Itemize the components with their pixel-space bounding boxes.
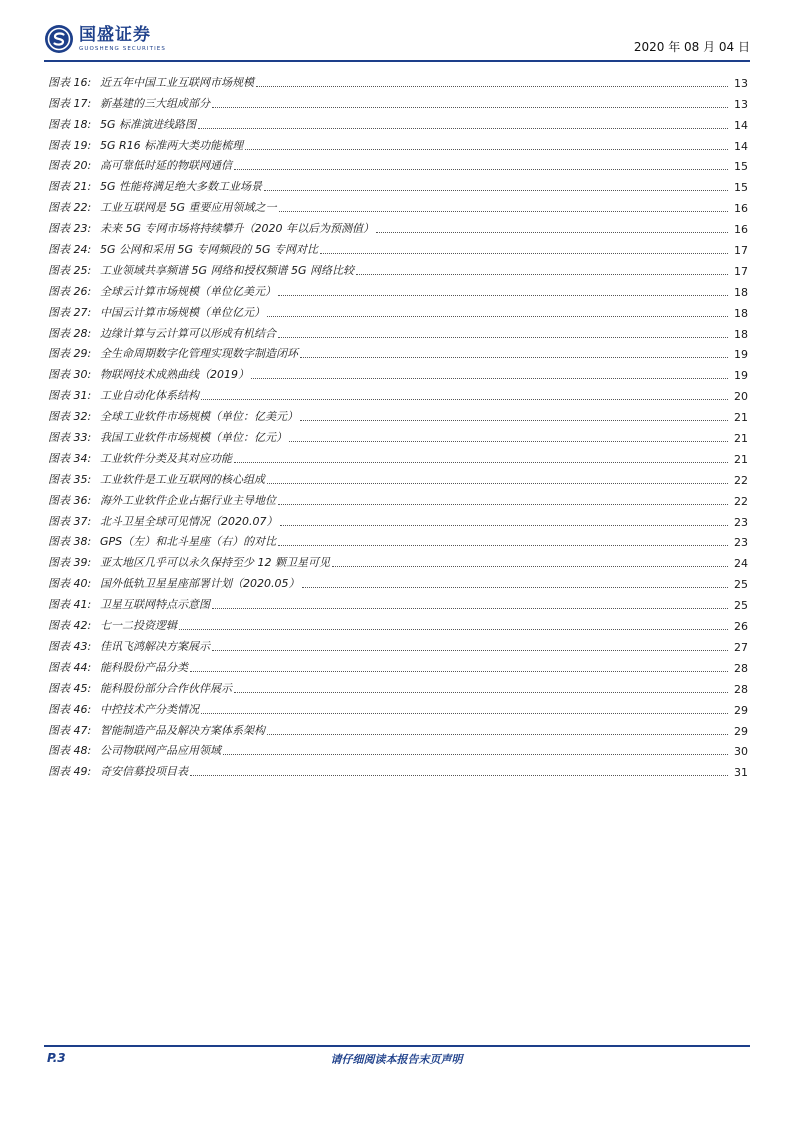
toc-entry[interactable] xyxy=(48,738,748,759)
report-date: 2020 年 08 月 04 日 xyxy=(633,40,750,54)
toc-entry[interactable] xyxy=(48,320,748,341)
toc-entry-label: 图表 48: xyxy=(48,744,92,758)
toc-entry[interactable] xyxy=(48,487,748,508)
toc-dot-leader xyxy=(234,691,728,693)
toc-dot-leader xyxy=(223,753,728,755)
toc-dot-leader xyxy=(278,503,728,505)
toc-dot-leader xyxy=(212,607,728,609)
toc-entry[interactable] xyxy=(48,153,748,174)
toc-entry[interactable] xyxy=(48,403,748,424)
toc-entry-label: 图表 32: xyxy=(48,410,92,424)
toc-entry[interactable] xyxy=(48,675,748,696)
toc-dot-leader xyxy=(245,148,728,150)
toc-entry-label: 图表 43: xyxy=(48,639,92,653)
toc-entry-label: 图表 17: xyxy=(48,96,92,110)
toc-entry-title: 工业软件是工业互联网的核心组成 xyxy=(100,472,265,486)
page-number: P.3 xyxy=(47,1051,66,1065)
toc-entry-page: 13 xyxy=(734,97,748,111)
toc-dot-leader xyxy=(190,774,728,776)
toc-entry-page: 19 xyxy=(734,369,748,383)
toc-dot-leader xyxy=(201,398,728,400)
toc-entry-label: 图表 47: xyxy=(48,723,92,737)
toc-entry-title: 奇安信募投项目表 xyxy=(100,765,188,779)
toc-dot-leader xyxy=(267,733,728,735)
toc-entry-page: 17 xyxy=(734,264,748,278)
toc-entry-page: 28 xyxy=(734,682,748,696)
toc-entry-label: 图表 39: xyxy=(48,556,92,570)
toc-entry-page: 18 xyxy=(734,306,748,320)
toc-entry-label: 图表 34: xyxy=(48,451,92,465)
toc-entry[interactable] xyxy=(48,591,748,612)
toc-entry-label: 图表 30: xyxy=(48,368,92,382)
toc-entry-label: 图表 37: xyxy=(48,514,92,528)
toc-dot-leader xyxy=(234,168,728,170)
toc-entry-page: 13 xyxy=(734,76,748,90)
toc-entry-page: 22 xyxy=(734,473,748,487)
toc-entry-page: 29 xyxy=(734,724,748,738)
toc-entry[interactable] xyxy=(48,424,748,445)
toc-entry-label: 图表 31: xyxy=(48,389,92,403)
toc-entry-label: 图表 19: xyxy=(48,138,92,152)
toc-dot-leader xyxy=(198,127,728,129)
toc-entry-title: 边缘计算与云计算可以形成有机结合 xyxy=(100,326,276,340)
toc-entry-page: 21 xyxy=(734,452,748,466)
toc-entry-title: 海外工业软件企业占据行业主导地位 xyxy=(100,493,276,507)
toc-entry[interactable] xyxy=(48,257,748,278)
toc-entry-title: 全球云计算市场规模（单位亿美元） xyxy=(100,284,276,298)
toc-entry-title: 5G 标准演进线路图 xyxy=(100,117,197,131)
toc-entry-title: 我国工业软件市场规模（单位：亿元） xyxy=(100,431,287,445)
toc-entry[interactable] xyxy=(48,69,748,90)
toc-entry[interactable] xyxy=(48,529,748,550)
toc-entry[interactable] xyxy=(48,549,748,570)
toc-entry-label: 图表 42: xyxy=(48,619,92,633)
toc-entry-title: 工业自动化体系结构 xyxy=(100,389,199,403)
toc-entry-title: 国外低轨卫星星座部署计划（2020.05） xyxy=(100,577,300,591)
toc-entry-title: GPS（左）和北斗星座（右）的对比 xyxy=(100,535,277,549)
toc-entry-page: 15 xyxy=(734,160,748,174)
toc-entry[interactable] xyxy=(48,633,748,654)
toc-entry-title: 佳讯飞鸿解决方案展示 xyxy=(100,639,210,653)
toc-entry-label: 图表 36: xyxy=(48,493,92,507)
toc-entry-title: 亚太地区几乎可以永久保持至少 12 颗卫星可见 xyxy=(100,556,330,570)
toc-dot-leader xyxy=(278,544,728,546)
toc-entry[interactable] xyxy=(48,758,748,779)
toc-entry[interactable] xyxy=(48,445,748,466)
toc-dot-leader xyxy=(279,210,728,212)
toc-entry-title: 中控技术产分类情况 xyxy=(100,702,199,716)
logo-name-cn: 国盛证券 xyxy=(79,24,151,45)
toc-entry[interactable] xyxy=(48,466,748,487)
toc-entry-label: 图表 38: xyxy=(48,535,92,549)
toc-entry-label: 图表 40: xyxy=(48,577,92,591)
toc-entry-page: 15 xyxy=(734,181,748,195)
toc-entry-title: 卫星互联网特点示意图 xyxy=(100,598,210,612)
toc-entry-title: 北斗卫星全球可见情况（2020.07） xyxy=(100,514,278,528)
toc-entry-page: 14 xyxy=(734,139,748,153)
toc-entry[interactable] xyxy=(48,173,748,194)
toc-dot-leader xyxy=(332,565,728,567)
toc-entry-label: 图表 26: xyxy=(48,284,92,298)
toc-entry-page: 18 xyxy=(734,327,748,341)
toc-entry[interactable] xyxy=(48,299,748,320)
toc-entry-label: 图表 25: xyxy=(48,263,92,277)
toc-entry-label: 图表 41: xyxy=(48,598,92,612)
toc-entry-page: 16 xyxy=(734,202,748,216)
page-header xyxy=(44,22,750,62)
toc-entry-title: 全生命周期数字化管理实现数字制造闭环 xyxy=(100,347,298,361)
toc-entry-label: 图表 24: xyxy=(48,243,92,257)
toc-dot-leader xyxy=(264,189,728,191)
toc-entry[interactable] xyxy=(48,215,748,236)
toc-entry-page: 22 xyxy=(734,494,748,508)
toc-entry-page: 30 xyxy=(734,745,748,759)
toc-entry-page: 26 xyxy=(734,620,748,634)
toc-entry-title: 中国云计算市场规模（单位亿元） xyxy=(100,305,265,319)
toc-dot-leader xyxy=(320,252,728,254)
toc-entry-page: 23 xyxy=(734,515,748,529)
toc-entry[interactable] xyxy=(48,570,748,591)
toc-dot-leader xyxy=(302,586,729,588)
toc-entry-label: 图表 16: xyxy=(48,75,92,89)
toc-entry-label: 图表 44: xyxy=(48,660,92,674)
toc-dot-leader xyxy=(201,712,728,714)
toc-entry-page: 21 xyxy=(734,432,748,446)
toc-entry[interactable] xyxy=(48,341,748,362)
toc-entry-label: 图表 21: xyxy=(48,180,92,194)
toc-entry-page: 27 xyxy=(734,640,748,654)
logo-name-en: GUOSHENG SECURITIES xyxy=(79,45,166,52)
toc-entry-label: 图表 18: xyxy=(48,117,92,131)
toc-dot-leader xyxy=(212,649,728,651)
toc-entry[interactable] xyxy=(48,111,748,132)
toc-entry-title: 近五年中国工业互联网市场规模 xyxy=(100,75,254,89)
toc-entry-page: 21 xyxy=(734,411,748,425)
toc-dot-leader xyxy=(267,482,728,484)
toc-entry-label: 图表 29: xyxy=(48,347,92,361)
header-divider xyxy=(44,60,750,62)
toc-entry[interactable] xyxy=(48,654,748,675)
toc-dot-leader xyxy=(278,294,728,296)
toc-entry-page: 23 xyxy=(734,536,748,550)
toc-entry-page: 31 xyxy=(734,766,748,780)
toc-dot-leader xyxy=(300,419,728,421)
toc-entry-label: 图表 22: xyxy=(48,201,92,215)
toc-entry-page: 25 xyxy=(734,578,748,592)
toc-entry-title: 七一二投资逻辑 xyxy=(100,619,177,633)
toc-entry-page: 14 xyxy=(734,118,748,132)
toc-entry-label: 图表 33: xyxy=(48,431,92,445)
toc-entry-title: 公司物联网产品应用领域 xyxy=(100,744,221,758)
disclaimer-note: 请仔细阅读本报告末页声明 xyxy=(330,1053,463,1066)
toc-dot-leader xyxy=(234,461,728,463)
toc-entry-page: 17 xyxy=(734,244,748,258)
toc-entry[interactable] xyxy=(48,508,748,529)
toc-entry-title: 全球工业软件市场规模（单位：亿美元） xyxy=(100,410,298,424)
toc-entry-title: 5G R16 标准两大类功能梳理 xyxy=(100,138,244,152)
toc-entry-label: 图表 45: xyxy=(48,681,92,695)
toc-dot-leader xyxy=(280,524,729,526)
toc-entry[interactable] xyxy=(48,361,748,382)
toc-entry-title: 能科股份产品分类 xyxy=(100,660,188,674)
toc-entry[interactable] xyxy=(48,612,748,633)
toc-entry[interactable] xyxy=(48,194,748,215)
toc-entry-page: 20 xyxy=(734,390,748,404)
toc-entry[interactable] xyxy=(48,132,748,153)
toc-entry-label: 图表 23: xyxy=(48,222,92,236)
toc-entry[interactable] xyxy=(48,278,748,299)
toc-entry-title: 工业软件分类及其对应功能 xyxy=(100,451,232,465)
toc-entry-title: 未来 5G 专网市场将持续攀升（2020 年以后为预测值） xyxy=(100,222,375,236)
toc-entry-page: 29 xyxy=(734,703,748,717)
toc-entry-title: 新基建的三大组成部分 xyxy=(100,96,210,110)
toc-dot-leader xyxy=(289,440,728,442)
figure-index-list xyxy=(48,69,748,779)
company-logo xyxy=(44,24,166,54)
logo-icon xyxy=(44,24,74,54)
toc-entry-page: 19 xyxy=(734,348,748,362)
toc-dot-leader xyxy=(251,377,728,379)
toc-dot-leader xyxy=(356,273,728,275)
toc-entry-label: 图表 46: xyxy=(48,702,92,716)
toc-dot-leader xyxy=(376,231,728,233)
footer-divider xyxy=(44,1045,750,1047)
toc-dot-leader xyxy=(267,315,728,317)
toc-entry-title: 高可靠低时延的物联网通信 xyxy=(100,159,232,173)
toc-dot-leader xyxy=(179,628,728,630)
toc-entry-page: 25 xyxy=(734,599,748,613)
toc-entry-title: 5G 性能将满足绝大多数工业场景 xyxy=(100,180,263,194)
toc-entry-title: 能科股份部分合作伙伴展示 xyxy=(100,681,232,695)
toc-entry-title: 工业互联网是 5G 重要应用领域之一 xyxy=(100,201,277,215)
toc-entry-title: 工业领域共享频谱 5G 网络和授权频谱 5G 网络比较 xyxy=(100,263,355,277)
toc-entry[interactable] xyxy=(48,696,748,717)
toc-entry[interactable] xyxy=(48,236,748,257)
toc-entry-title: 智能制造产品及解决方案体系架构 xyxy=(100,723,265,737)
toc-entry[interactable] xyxy=(48,717,748,738)
toc-dot-leader xyxy=(278,336,728,338)
toc-dot-leader xyxy=(212,106,728,108)
toc-dot-leader xyxy=(256,85,728,87)
toc-entry-title: 5G 公网和采用 5G 专网频段的 5G 专网对比 xyxy=(100,243,319,257)
toc-entry-page: 24 xyxy=(734,557,748,571)
toc-entry-page: 16 xyxy=(734,223,748,237)
toc-dot-leader xyxy=(300,356,728,358)
toc-entry-label: 图表 35: xyxy=(48,472,92,486)
toc-entry-label: 图表 49: xyxy=(48,765,92,779)
toc-entry-page: 18 xyxy=(734,285,748,299)
toc-entry-label: 图表 20: xyxy=(48,159,92,173)
toc-entry-label: 图表 27: xyxy=(48,305,92,319)
toc-entry-title: 物联网技术成熟曲线（2019） xyxy=(100,368,249,382)
toc-entry[interactable] xyxy=(48,382,748,403)
toc-entry-page: 28 xyxy=(734,661,748,675)
toc-entry-label: 图表 28: xyxy=(48,326,92,340)
toc-dot-leader xyxy=(190,670,728,672)
toc-entry[interactable] xyxy=(48,90,748,111)
